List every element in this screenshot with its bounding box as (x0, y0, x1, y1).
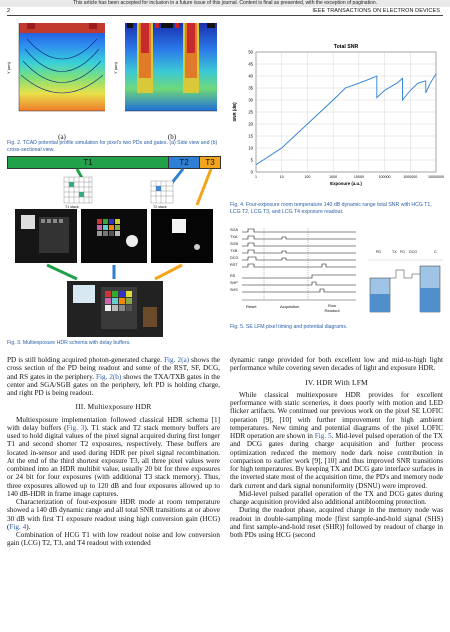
t3-label: T3 (205, 158, 215, 167)
text-span: ). (26, 522, 31, 531)
t1-stack-label: T1 stack (65, 205, 79, 209)
y-tick-label: 50 (248, 49, 253, 55)
y-tick-label: 5 (250, 157, 253, 163)
text-span: ). T1 stack and T2 stack memory buffers are used to hold digital values of the pixel signal acquired during first longer T1 and second shorter T2 exposures, respectively. These buffers are located in-sensor and used during HDR per pixel signal recombination. At the end of the third shortest exposure T3, all three pixel values were combined into an HDR multibit value, usually 20 bit for three exposures or 24 bit for four exposures (with additional T3 stack memory). Thus, three exposures allowed up to 120 dB and four exposures allowed up to 140 dB-HDR in frame image captures. (7, 423, 221, 498)
x-tick-label: 1000000 (403, 175, 418, 179)
fig3-schema-graphics (7, 167, 220, 339)
text-span: Characterization of four-exposure HDR mode at room temperature showed a 140 dB dynamic range and all total SNR transitions at or above 30 dB with first T1 exposure readout using high conversion gain (HCG) ( (7, 498, 220, 531)
signal-label-rs: RS (230, 274, 236, 278)
tcad-side-view (7, 19, 107, 131)
fig2-ylabel-a: Y (um) (6, 62, 11, 74)
signal-label-sgb: SGB (230, 242, 239, 246)
fig2a-ref-link[interactable]: Fig. 2(a) (164, 356, 190, 364)
timing-diagram (242, 228, 362, 320)
fig4-ref-link[interactable]: Fig. 4 (9, 522, 27, 531)
fig2-caption-text: TCAD potential profile simulation for pixel's two PDs and gates. (a) Side view and (b) cross-sectional view. (7, 140, 218, 153)
fig2-ylabel-b: Y (um) (113, 62, 118, 74)
fig4-caption-text: Four-exposure room temperature 140 dB dynamic range total SNR with HCG T1, LCG T2, LCG T3, and LCG T4 exposure readout. (230, 202, 432, 215)
phase-reset: Reset (246, 304, 257, 309)
y-tick-label: 10 (248, 145, 253, 151)
signal-label-rst: RST (230, 263, 238, 267)
potential-diagram (368, 248, 443, 316)
phase-row-readout: Row Readout (324, 303, 340, 313)
text-span: Multiexposure implementation followed classical HDR schema [1] with delay buffers ( (7, 415, 220, 432)
y-tick-label: 45 (248, 61, 253, 67)
fig2b-ref-link[interactable]: Fig. 2(b) (95, 372, 122, 381)
fig3-caption (7, 340, 220, 347)
y-tick-label: 20 (248, 121, 253, 127)
y-tick-label: 30 (248, 97, 253, 103)
left-column (7, 356, 220, 548)
signal-label-sga: SGA (230, 228, 239, 232)
fig2-caption (7, 140, 220, 153)
signal-label-shs: SHS (230, 288, 238, 292)
text-span: . Mid-level pulsed operation of the TX and DCG gates during charge acquisition and further process optimization reduced the memory node dark noise contribution in comparison to earlier work [9], [10] and thus improved SNR transitions for high temperatures. By keeping TX and DCG gate interface surfaces in the inverted state most of the acquisition time, the PD's and memory node dark current and dark signal nonuniformity (DSNU) were improved. (230, 432, 444, 490)
y-tick-label: 15 (248, 133, 253, 139)
fig3-caption-text: Multiexposure HDR schema with delay buffers. (22, 340, 131, 346)
right-column (230, 356, 443, 539)
fig4-caption (230, 202, 443, 215)
running-title: IEEE TRANSACTIONS ON ELECTRON DEVICES (312, 8, 440, 14)
tcad-cross-section (113, 19, 220, 131)
x-tick-label: 1 (255, 175, 257, 179)
right-para-1: dynamic range provided for both excellent low and mid-to-high light performance while covering seven decades of light and exposure HDR. (230, 356, 443, 373)
fig2-sublabel-b: (b) (167, 133, 177, 141)
figure-3 (7, 156, 220, 341)
y-tick-label: 40 (248, 73, 253, 79)
potential-label-c: C (434, 250, 437, 254)
y-tick-label: 35 (248, 85, 253, 91)
phase-acquisition: Acquisition (280, 304, 300, 309)
signal-label-dcg: DCG (230, 256, 239, 260)
signal-label-txb: TXB (230, 249, 238, 253)
fig5-caption (230, 324, 443, 331)
potential-label-dcg: DCG (409, 250, 417, 254)
text-span: shows the cross section of the PD being readout and some of the RST, SF, DCG, and RS gates in the periphery. (7, 356, 220, 381)
figure-2 (7, 19, 220, 139)
x-tick-label: 1000 (329, 175, 338, 179)
y-tick-label: 0 (250, 169, 253, 175)
right-para-4: During the readout phase, acquired charge in the memory node was readout in double-sampling mode [first sample-and-hold signal (SHS) and first sample-and-hold reset (SHR)] followed by readout of charge in both PDs using HCG (second (230, 506, 443, 539)
fig2-caption-label: Fig. 2. (7, 140, 22, 146)
fig5-caption-label: Fig. 5. (230, 324, 245, 330)
x-tick-label: 100000 (378, 175, 391, 179)
text-span: PD is still holding acquired photon-generated charge. (7, 356, 165, 364)
left-para-1 (7, 356, 220, 397)
x-tick-label: 10000 (353, 175, 364, 179)
t1-label: T1 (83, 158, 93, 167)
fig5-ref-link[interactable]: Fig. 5 (314, 432, 332, 440)
fig3-caption-label: Fig. 3. (7, 340, 22, 346)
chart-title: Total SNR (333, 44, 359, 50)
potential-label-pd: PD (376, 250, 381, 254)
section-4-title: IV. HDR With LFM (305, 377, 368, 387)
header-rule (7, 15, 443, 16)
x-axis-label: Exposure (a.u.) (330, 181, 362, 186)
right-para-3: Mid-level pulsed parallel operation of the TX and DCG gates during charge acquisition provided also additional antiblooming protection. (230, 489, 443, 506)
fig4-caption-label: Fig. 4. (230, 202, 245, 208)
signal-label-shp: SHP (230, 281, 238, 285)
page-number: 2 (7, 8, 11, 14)
figure-5 (230, 228, 443, 320)
text-span: While classical multiexposure HDR provides for excellent performance with static sceneries, it does poorly with motion and LED flicker artifacts. We continued our previous work on the pixel SE LOFIC operation [9], [10] with further improvement for high ambient temperatures. New timing and potential diagrams of the pixel LOFIC HDR operation are shown in (230, 390, 443, 440)
potential-label-tx: TX (392, 250, 397, 254)
y-axis-label: SNR (dB) (232, 102, 237, 122)
fig5-caption-text: SE LFM pixel timing and potential diagrams. (245, 324, 348, 330)
left-para-4: Combination of HCG T1 with low readout noise and low conversion gain (LCG) T2, T3, and T4 readout with extended (7, 531, 220, 548)
left-para-2 (7, 416, 220, 499)
right-para-2 (230, 391, 443, 490)
x-tick-label: 100 (304, 175, 311, 179)
text-span: shows the TXA/TXB gates in the center and SGA/SGB gates on the periphery, left PD is holding charge, and right PD is being readout. (7, 372, 220, 397)
signal-label-txa: TXA (230, 235, 238, 239)
x-tick-label: 10 (279, 175, 284, 179)
fig4-snr-chart (228, 40, 443, 195)
left-para-3 (7, 498, 220, 531)
section-3-title: III. Multiexposure HDR (75, 402, 152, 412)
acceptance-banner: This article has been accepted for inclusion in a future issue of this journal. Content is final as presented, with the exception of pagination. (0, 0, 450, 7)
y-tick-label: 25 (248, 109, 253, 115)
fig3-ref-link[interactable]: Fig. 3 (66, 423, 85, 432)
fig2-sublabel-a: (a) (58, 133, 66, 141)
x-tick-label: 10000000 (428, 175, 444, 179)
t2-stack-label: T2 stack (153, 205, 167, 209)
t2-label: T2 (179, 158, 189, 167)
potential-label-fd: FD (400, 250, 405, 254)
